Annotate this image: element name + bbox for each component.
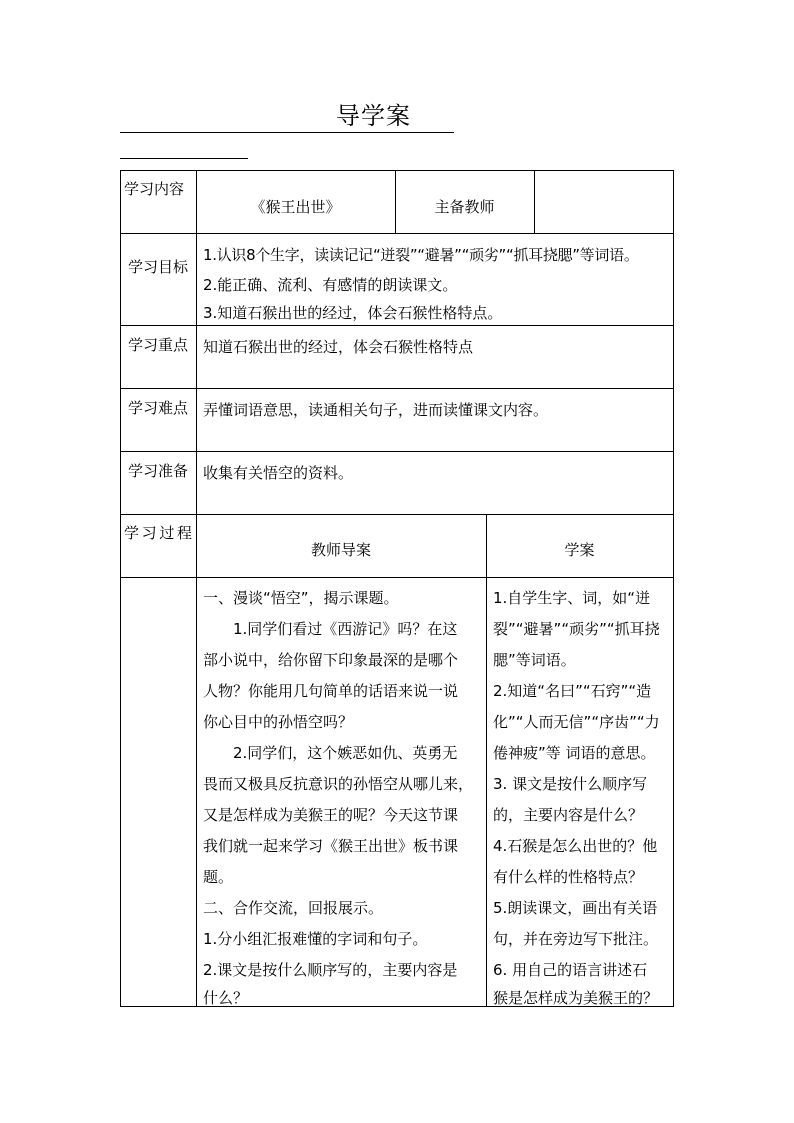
table-border	[120, 233, 674, 234]
teacher-guide-line: 二、合作交流，回报展示。	[203, 899, 384, 917]
teacher-guide-line: 又是怎样成为美猴王的呢？今天这节课	[203, 806, 459, 824]
student-plan-line: 6. 用自己的语言讲述石	[493, 961, 648, 979]
label-key-points: 学习重点	[128, 336, 189, 354]
teacher-guide-line: 我们就一起来学习《猴王出世》板书课	[203, 837, 459, 855]
label-goals: 学习目标	[128, 258, 189, 276]
student-plan-header: 学案	[564, 541, 595, 559]
goal-item: 2.能正确、流利、有感情的朗读课文。	[203, 276, 458, 294]
lesson-title: 《猴王出世》	[250, 198, 341, 216]
teacher-guide-line: 2.同学们，这个嫉恶如仇、英勇无	[203, 744, 458, 762]
key-points-text: 知道石猴出世的经过，体会石猴性格特点	[203, 338, 474, 356]
teacher-guide-line: 你心目中的孙悟空吗？	[203, 713, 354, 731]
teacher-guide-line: 1.同学们看过《西游记》吗？在这	[203, 620, 458, 638]
label-process: 学习过程	[124, 524, 192, 542]
student-plan-line: 的，主要内容是什么？	[493, 806, 644, 824]
table-border	[120, 514, 674, 515]
student-plan-line: 有什么样的性格特点？	[493, 868, 644, 886]
student-plan-line: 3. 课文是按什么顺序写	[493, 775, 648, 793]
teacher-label: 主备教师	[434, 198, 495, 216]
short-divider	[120, 158, 248, 159]
table-border	[120, 577, 674, 578]
student-plan-line: 倦神疲”等 词语的意思。	[493, 744, 656, 762]
teacher-guide-line: 畏而又极具反抗意识的孙悟空从哪儿来，	[203, 775, 474, 793]
table-border	[486, 514, 487, 1006]
table-border-top	[120, 170, 674, 171]
title-underline	[120, 100, 454, 133]
student-plan-line: 2.知道“名曰”“石窍”“造	[493, 682, 652, 700]
student-plan-line: 裂”“避暑”“顽劣”“抓耳挠	[493, 620, 660, 638]
teacher-guide-line: 人物？你能用几句简单的话语来说一说	[203, 682, 459, 700]
goal-item: 1.认识8个生字，读读记记“迸裂”“避暑”“顽劣”“抓耳挠腮”等词语。	[203, 246, 639, 264]
student-plan-line: 1.自学生字、词，如“迸	[493, 589, 651, 607]
page-title: 导学案	[336, 102, 411, 130]
student-plan-line: 4.石猴是怎么出世的？他	[493, 837, 658, 855]
teacher-guide-line: 什么？	[203, 989, 249, 1007]
student-plan-line: 猴是怎样成为美猴王的？	[493, 989, 659, 1007]
teacher-guide-line: 部小说中，给你留下印象最深的是哪个	[203, 651, 459, 669]
goal-item: 3.知道石猴出世的经过，体会石猴性格特点。	[203, 304, 503, 322]
student-plan-line: 5.朗读课文，画出有关语	[493, 899, 658, 917]
student-plan-line: 腮”等词语。	[493, 651, 576, 669]
table-border	[196, 170, 197, 1006]
teacher-guide-line: 1.分小组汇报难懂的字词和句子。	[203, 930, 428, 948]
teacher-guide-line: 题。	[203, 868, 234, 886]
label-preparation: 学习准备	[128, 462, 189, 480]
table-border	[120, 325, 674, 326]
preparation-text: 收集有关悟空的资料。	[203, 464, 354, 482]
teacher-guide-line: 2.课文是按什么顺序写的，主要内容是	[203, 961, 458, 979]
student-plan-line: 句，并在旁边写下批注。	[493, 930, 659, 948]
table-border-right	[673, 170, 674, 1006]
table-border	[534, 170, 535, 233]
table-border	[120, 451, 674, 452]
label-difficulties: 学习难点	[128, 399, 189, 417]
table-border	[120, 388, 674, 389]
table-border-left	[120, 170, 121, 1006]
label-content: 学习内容	[124, 180, 185, 198]
teacher-guide-header: 教师导案	[310, 541, 371, 559]
difficulties-text: 弄懂词语意思，读通相关句子，进而读懂课文内容。	[203, 401, 549, 419]
teacher-guide-line: 一、漫谈“悟空”，揭示课题。	[203, 589, 399, 607]
student-plan-line: 化”“人而无信”“序齿”“力	[493, 713, 660, 731]
